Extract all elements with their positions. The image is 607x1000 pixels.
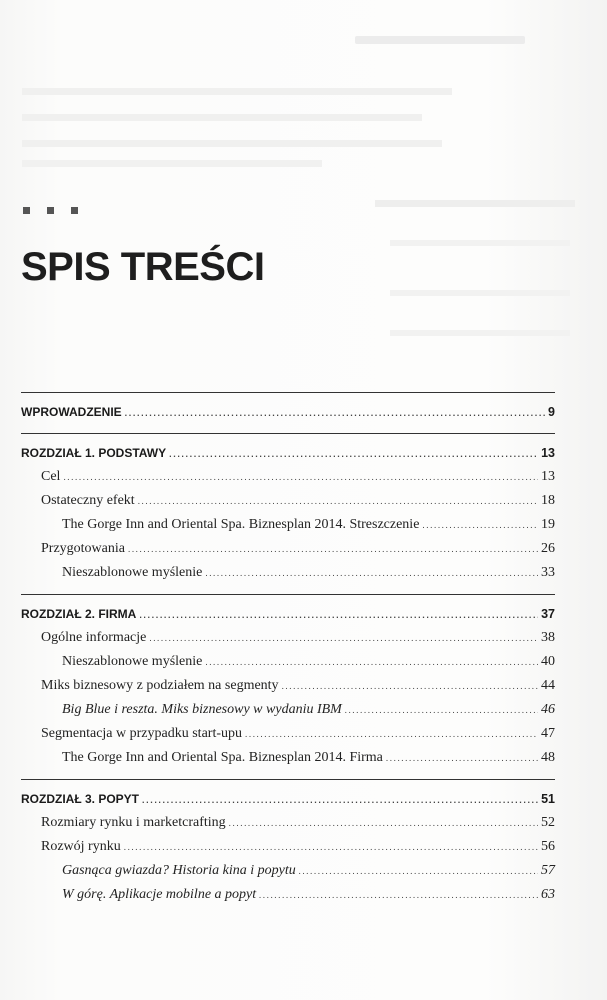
square-marker-icon — [47, 207, 54, 214]
toc-entry-row[interactable] — [21, 674, 555, 698]
toc-subentry-row[interactable] — [21, 746, 555, 770]
toc-chapter-row[interactable] — [21, 602, 555, 626]
toc-entry-row[interactable] — [21, 489, 555, 513]
toc-chapter-label: ROZDZIAŁ 1. PODSTAWY — [21, 446, 167, 460]
page-title: SPIS TREŚCI — [21, 245, 265, 289]
toc-entry-page: 44 — [541, 678, 555, 693]
toc-subentry-row[interactable] — [21, 513, 555, 537]
dot-leader — [205, 561, 538, 585]
toc-entry-row[interactable] — [21, 465, 555, 489]
toc-entry-label: Ostateczny efekt — [41, 493, 135, 508]
toc-chapter-label: ROZDZIAŁ 3. POPYT — [21, 792, 140, 806]
dot-leader — [345, 698, 538, 722]
dot-leader — [422, 513, 538, 537]
toc-entry-page: 33 — [541, 565, 555, 580]
toc-chapter-row[interactable] — [21, 441, 555, 465]
toc-chapter-page: 13 — [541, 446, 555, 460]
dot-leader — [282, 674, 538, 698]
toc-intro-label: WPROWADZENIE — [21, 405, 122, 419]
toc-subentry-row[interactable] — [21, 859, 555, 883]
toc-entry-page: 56 — [541, 839, 555, 854]
toc-entry-label: The Gorge Inn and Oriental Spa. Biznesplan 2014. Streszczenie — [62, 517, 420, 532]
toc-entry-row[interactable] — [21, 722, 555, 746]
table-of-contents — [21, 392, 555, 907]
toc-entry-label: Cel — [41, 469, 61, 484]
toc-entry-label: W górę. Aplikacje mobilne a popyt — [62, 887, 257, 902]
toc-entry-page: 48 — [541, 750, 555, 765]
toc-entry-page: 46 — [541, 702, 555, 717]
square-marker-icon — [71, 207, 78, 214]
square-marker-icon — [23, 207, 30, 214]
toc-entry-label: Big Blue i reszta. Miks biznesowy w wydaniu IBM — [62, 702, 342, 717]
toc-intro-row[interactable] — [21, 400, 555, 424]
toc-entry-label: Przygotowania — [41, 541, 125, 556]
toc-entry-row[interactable] — [21, 537, 555, 561]
toc-entry-page: 47 — [541, 726, 555, 741]
toc-entry-page: 63 — [541, 887, 555, 902]
toc-subentry-row[interactable] — [21, 883, 555, 907]
dot-leader — [205, 650, 538, 674]
toc-entry-page: 18 — [541, 493, 555, 508]
dot-leader — [125, 401, 545, 425]
toc-entry-label: Miks biznesowy z podziałem na segmenty — [41, 678, 279, 693]
toc-chapter-label: ROZDZIAŁ 2. FIRMA — [21, 607, 137, 621]
dot-leader — [245, 722, 538, 746]
dot-leader — [128, 537, 538, 561]
heading-markers — [23, 207, 78, 214]
dot-leader — [124, 835, 538, 859]
toc-entry-page: 19 — [541, 517, 555, 532]
toc-entry-label: Ogólne informacje — [41, 630, 147, 645]
toc-entry-label: Rozwój rynku — [41, 839, 121, 854]
toc-entry-label: The Gorge Inn and Oriental Spa. Biznesplan 2014. Firma — [62, 750, 383, 765]
dot-leader — [149, 626, 538, 650]
toc-entry-page: 13 — [541, 469, 555, 484]
dot-leader — [299, 859, 538, 883]
toc-chapter-page: 37 — [541, 607, 555, 621]
dot-leader — [259, 883, 538, 907]
toc-subentry-row[interactable] — [21, 650, 555, 674]
toc-entry-row[interactable] — [21, 811, 555, 835]
toc-entry-label: Segmentacja w przypadku start-upu — [41, 726, 242, 741]
toc-entry-label: Nieszablonowe myślenie — [62, 654, 203, 669]
toc-entry-label: Nieszablonowe myślenie — [62, 565, 203, 580]
dot-leader — [229, 811, 538, 835]
toc-entry-page: 57 — [541, 863, 555, 878]
toc-entry-page: 40 — [541, 654, 555, 669]
dot-leader — [142, 788, 538, 812]
toc-intro-page: 9 — [548, 405, 555, 419]
dot-leader — [138, 489, 538, 513]
toc-chapter-row[interactable] — [21, 787, 555, 811]
toc-subentry-row[interactable] — [21, 561, 555, 585]
dot-leader — [386, 746, 538, 770]
toc-entry-row[interactable] — [21, 835, 555, 859]
toc-entry-label: Gasnąca gwiazda? Historia kina i popytu — [62, 863, 296, 878]
dot-leader — [139, 603, 538, 627]
toc-entry-row[interactable] — [21, 626, 555, 650]
toc-entry-page: 38 — [541, 630, 555, 645]
toc-entry-page: 52 — [541, 815, 555, 830]
dot-leader — [63, 465, 538, 489]
toc-entry-page: 26 — [541, 541, 555, 556]
toc-chapter-page: 51 — [541, 792, 555, 806]
dot-leader — [169, 442, 538, 466]
toc-subentry-row[interactable] — [21, 698, 555, 722]
toc-entry-label: Rozmiary rynku i marketcrafting — [41, 815, 226, 830]
